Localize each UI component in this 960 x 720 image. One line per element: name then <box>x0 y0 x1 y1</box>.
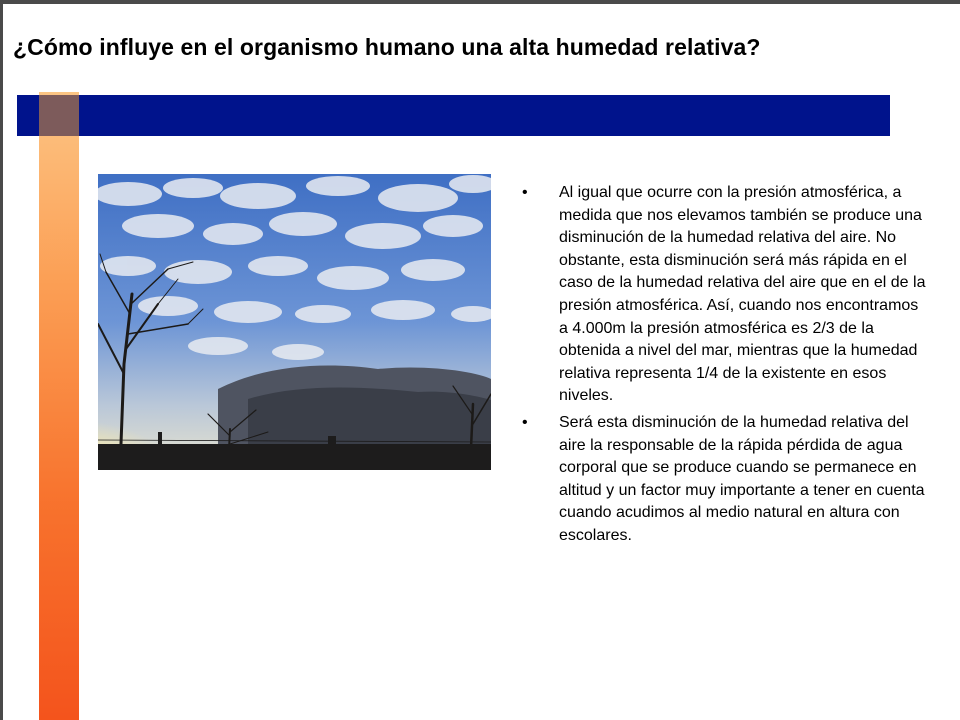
accent-vertical-bar <box>39 92 79 720</box>
slide-title: ¿Cómo influye en el organismo humano una alta humedad relativa? <box>13 34 761 60</box>
title-underline-bar <box>17 95 890 136</box>
bullet-marker: • <box>522 184 528 201</box>
bullet-marker: • <box>522 413 528 431</box>
bullet-list <box>522 182 927 552</box>
bullet-text: Será esta disminución de la humedad relativa del aire la responsable de la rápida pérdida de agua corporal que se produce cuando se permanece en altitud y un factor muy importante a tener en cuenta cuando acudimos al medio natural en altura con escolares. <box>559 413 925 544</box>
bullet-text: Al igual que ocurre con la presión atmosférica, a medida que nos elevamos también se produce una disminución de la humedad relativa del aire. No obstante, esta disminución será más rápida en el caso de la humedad relativa del aire que en el de la presión atmosférica. Así, cuando nos encontramos a 4.000m la presión atmosférica es 2/3 de la obtenida a nivel del mar, mientras que la humedad relativa representa 1/4 de la existente en esos niveles. <box>559 184 926 405</box>
bullet-item <box>522 412 927 548</box>
sky-clouds-photo <box>98 174 491 470</box>
bar-intersection <box>39 95 79 136</box>
bullet-item <box>522 182 927 408</box>
